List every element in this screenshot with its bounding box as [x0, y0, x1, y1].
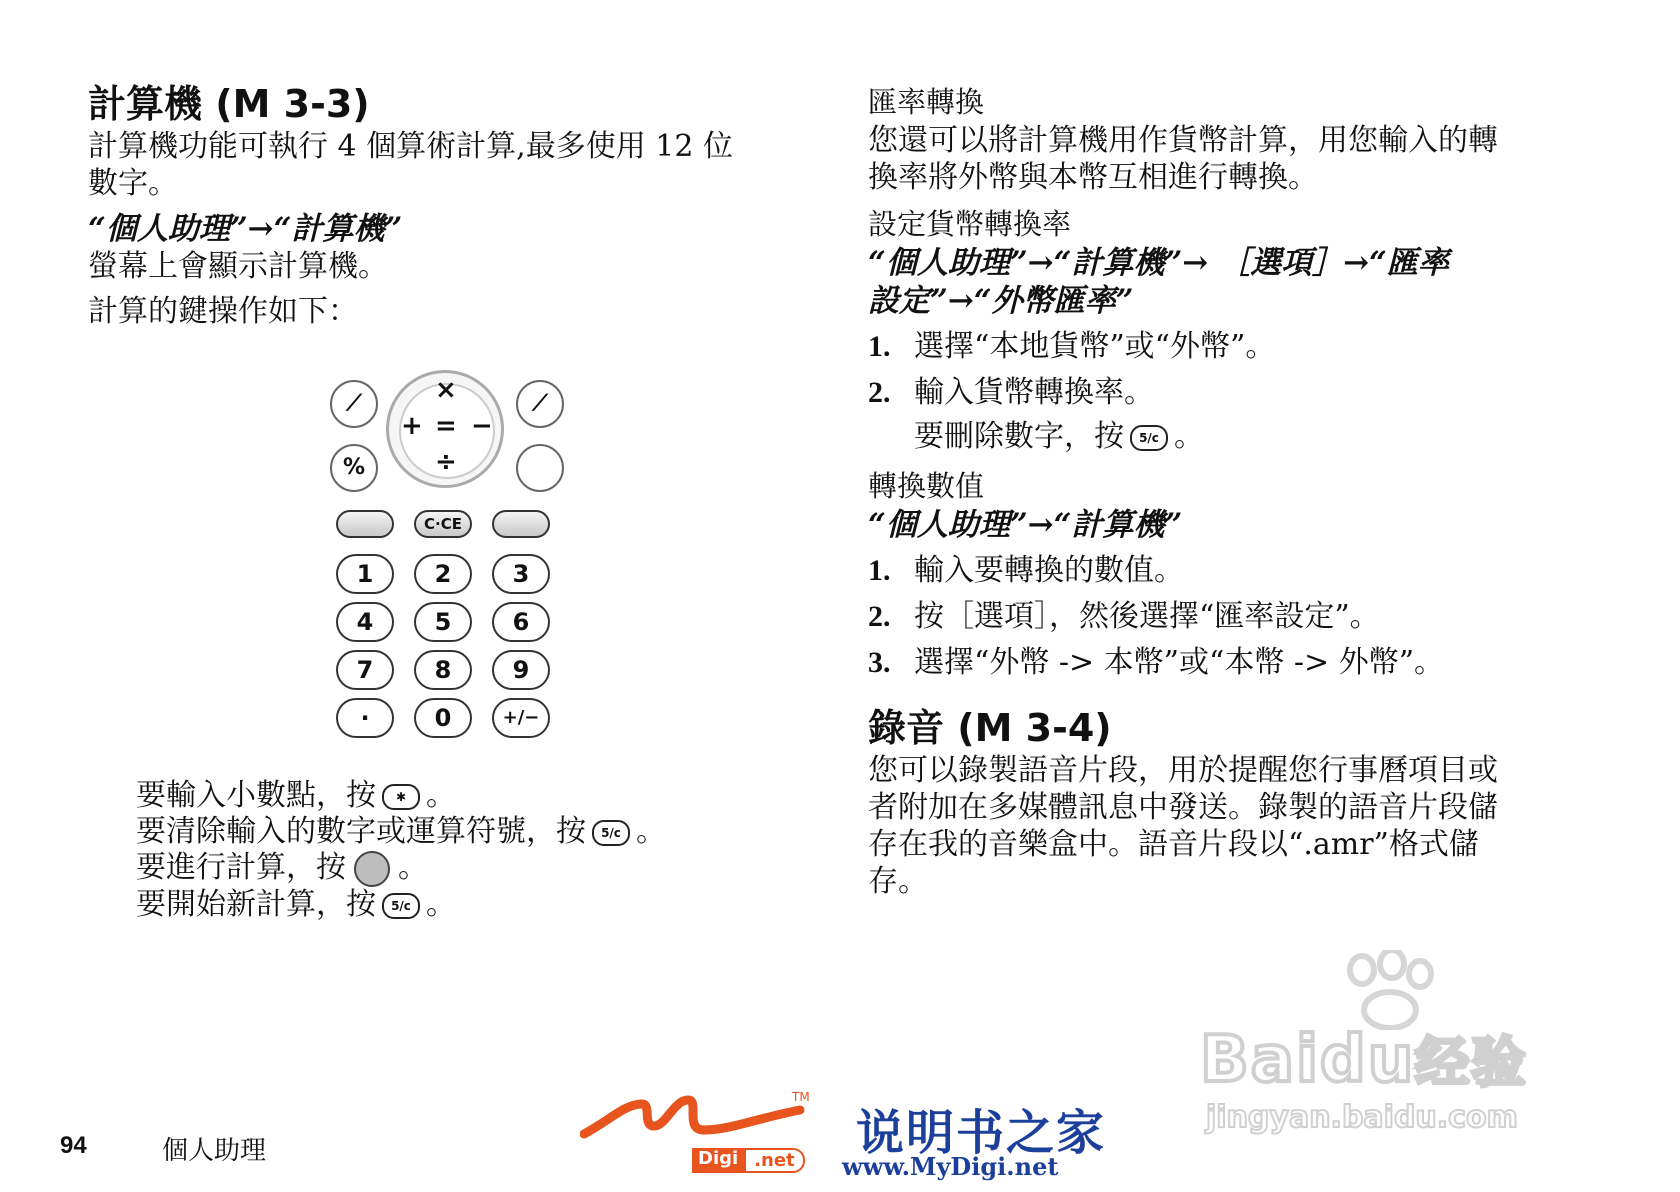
- recording-line4: 存。: [868, 864, 928, 899]
- key-2: 2: [414, 554, 472, 594]
- set-rate-path-line1: “個人助理”→“計算機”→ ［選項］→“匯率: [868, 245, 1449, 281]
- mydigi-url: www.MyDigi.net: [842, 1152, 1059, 1181]
- instruction-decimal: 要輸入小數點，按 ✱ 。: [136, 778, 456, 813]
- left-select-key: [336, 510, 394, 538]
- blank-round-key: [516, 444, 564, 492]
- trademark-mark: TM: [792, 1090, 810, 1104]
- key-3: 3: [492, 554, 550, 594]
- set-rate-steps: [868, 324, 1588, 416]
- key-7: 7: [336, 650, 394, 690]
- recording-line3: 存在我的音樂盒中。語音片段以“.amr”格式儲: [868, 827, 1479, 862]
- right-select-key: [492, 510, 550, 538]
- mydigi-title: 说明书之家: [856, 1105, 1107, 1161]
- key-9: 9: [492, 650, 550, 690]
- calculator-keys-text: 計算的鍵操作如下：: [88, 294, 358, 329]
- key-0: 0: [414, 698, 472, 738]
- list-item: 1. 輸入要轉換的數值。: [868, 553, 1184, 588]
- currency-heading: 匯率轉換: [868, 85, 985, 119]
- key-1: 1: [336, 554, 394, 594]
- right-column: [868, 82, 1588, 900]
- left-softkey-icon: ⟋: [330, 380, 378, 428]
- instruction-clear: 要清除輸入的數字或運算符號，按 5/c 。: [136, 814, 666, 849]
- calculator-intro-line2: 數字。: [88, 166, 178, 201]
- star-key-icon: ✱: [382, 784, 420, 810]
- key-decimal: ·: [336, 698, 394, 738]
- currency-line2: 換率將外幣與本幣互相進行轉換。: [868, 160, 1318, 195]
- recording-line2: 者附加在多媒體訊息中發送。錄製的語音片段儲: [868, 790, 1498, 825]
- list-item: 2. 輸入貨幣轉換率。: [868, 375, 1154, 410]
- key-4: 4: [336, 602, 394, 642]
- divide-key: ÷: [435, 447, 457, 477]
- list-item: 3. 選擇“外幣 -> 本幣”或“本幣 -> 外幣”。: [868, 645, 1445, 680]
- convert-steps: [868, 548, 1588, 686]
- mydigi-badge: Digi .net: [692, 1148, 805, 1173]
- minus-key: −: [471, 411, 493, 441]
- recording-line1: 您可以錄製語音片段，用於提醒您行事曆項目或: [868, 753, 1498, 788]
- calculator-instructions: [136, 778, 666, 923]
- page-section-label: 個人助理: [162, 1136, 267, 1166]
- paw-icon: [1328, 950, 1448, 1030]
- clear-key-icon: 5/c: [592, 820, 630, 846]
- calculator-keypad-figure: [330, 370, 562, 740]
- recording-title: 錄音 (M 3-4): [868, 706, 1112, 750]
- calculator-intro-line1: 計算機功能可執行 4 個算術計算,最多使用 12 位: [88, 129, 733, 164]
- plus-key: +: [401, 411, 423, 441]
- list-item: 2. 按［選項］，然後選擇“匯率設定”。: [868, 599, 1380, 634]
- page-number: 94: [60, 1132, 87, 1159]
- convert-path: “個人助理”→“計算機”: [868, 507, 1183, 543]
- set-rate-heading: 設定貨幣轉換率: [868, 207, 1072, 241]
- calculator-display-text: 螢幕上會顯示計算機。: [88, 249, 388, 284]
- key-plus-minus: +/−: [492, 698, 550, 738]
- navigation-ring: [386, 370, 504, 488]
- clear-key-icon: 5/c: [382, 893, 420, 919]
- mydigi-watermark: [580, 1090, 1120, 1182]
- key-5: 5: [414, 602, 472, 642]
- left-column: [88, 80, 808, 330]
- baidu-url: jingyan.baidu.com: [1206, 1100, 1518, 1135]
- cce-key: C·CE: [414, 510, 472, 538]
- multiply-key: ×: [435, 375, 457, 405]
- key-8: 8: [414, 650, 472, 690]
- set-rate-delete-note: 要刪除數字，按 5/c 。: [914, 419, 1204, 454]
- baidu-brand: Baidu经验: [1200, 1023, 1528, 1097]
- instruction-calculate: 要進行計算，按 。: [136, 850, 428, 885]
- key-6: 6: [492, 602, 550, 642]
- calculator-menu-path: “個人助理”→“計算機”: [88, 211, 403, 247]
- calculator-title: 計算機 (M 3-3): [88, 82, 370, 126]
- list-item: 1. 選擇“本地貨幣”或“外幣”。: [868, 329, 1276, 364]
- clear-key-icon: 5/c: [1130, 425, 1168, 451]
- equals-key: =: [435, 411, 457, 441]
- instruction-new: 要開始新計算，按 5/c 。: [136, 887, 456, 922]
- convert-heading: 轉換數值: [868, 469, 985, 503]
- right-softkey-icon: ⟋: [516, 380, 564, 428]
- set-rate-path-line2: 設定”→“外幣匯率”: [868, 283, 1134, 319]
- percent-key: %: [330, 444, 378, 492]
- baidu-watermark: [1200, 950, 1600, 1140]
- center-key-icon: [354, 851, 390, 887]
- currency-line1: 您還可以將計算機用作貨幣計算，用您輸入的轉: [868, 123, 1498, 158]
